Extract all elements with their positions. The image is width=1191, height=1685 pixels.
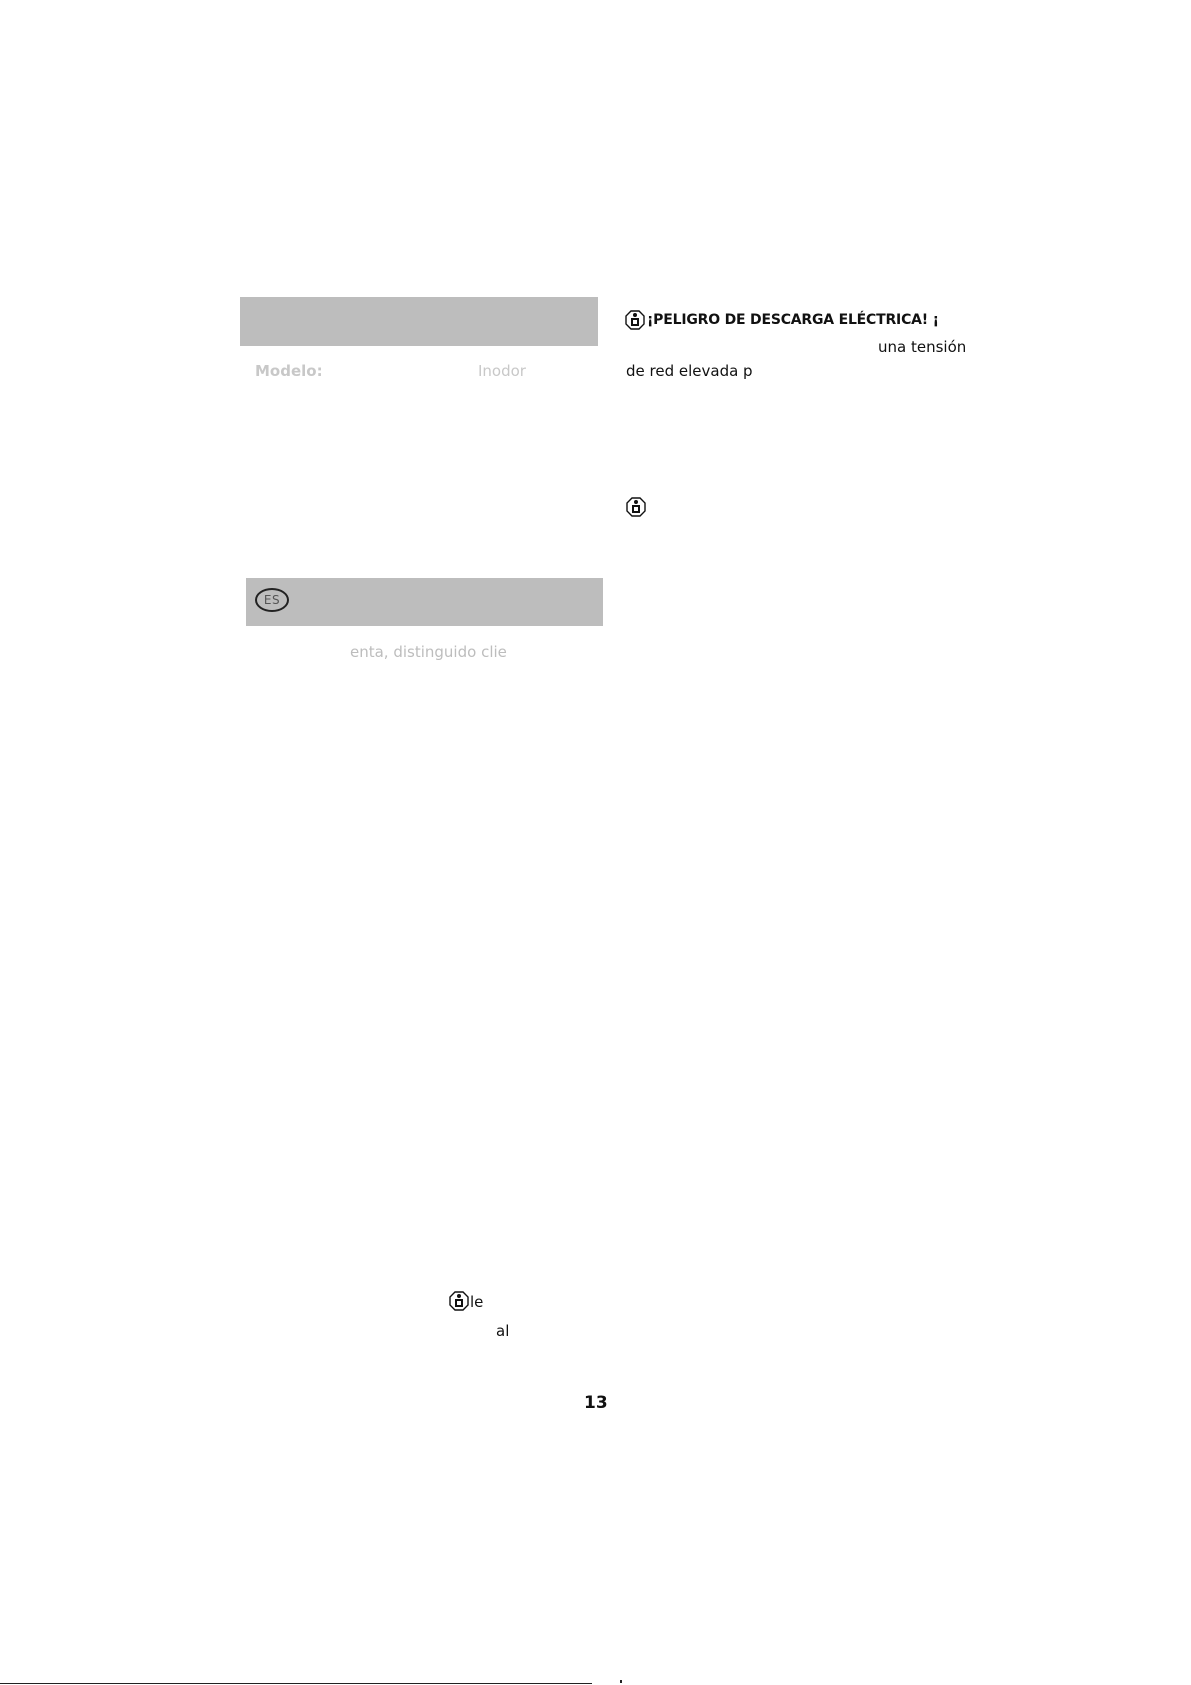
language-bar [246,578,603,626]
danger-title: ¡PELIGRO DE DESCARGA ELÉCTRICA! ¡ [647,312,939,328]
bottom-fragment-2: al [496,1322,510,1340]
header-bar [240,297,598,346]
language-badge: ES [255,588,289,612]
red-elevada-text: de red elevada p [626,362,753,380]
bottom-fragment-1: le [470,1293,484,1311]
footer-rule [0,1683,592,1684]
model-label: Modelo: [255,362,323,380]
read-manual-icon [626,497,646,517]
page-number: 13 [584,1393,608,1413]
greeting-text: enta, distinguido clie [350,643,507,661]
tension-text: una tensión [878,338,967,356]
model-value: Inodor [478,362,526,380]
read-manual-icon [449,1291,469,1311]
bottom-line-1 [449,1291,483,1311]
read-manual-icon [625,310,645,330]
footer-tick [620,1680,622,1683]
danger-heading [625,310,939,330]
